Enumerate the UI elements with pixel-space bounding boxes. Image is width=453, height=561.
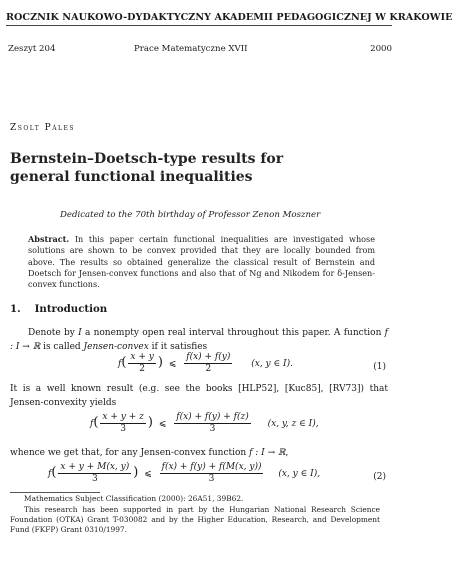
eq-numerator: x + y + z bbox=[102, 412, 144, 422]
equation-1: f( $\frac{x + y}{2}$ ) ⩽ $\frac{f(x) + f(y)}{2}$ (x, y ∈ I). bbox=[118, 352, 293, 374]
eq-numerator: f(x) + f(y) + f(z) bbox=[176, 412, 249, 422]
paper-title: Bernstein–Doetsch-type results for general functional inequalities bbox=[10, 151, 284, 185]
eq-denominator: 3 bbox=[209, 424, 216, 434]
eq-fraction bbox=[174, 412, 251, 435]
abstract bbox=[28, 234, 375, 290]
paragraph-definition bbox=[10, 326, 388, 354]
author-name: Zsolt Páles bbox=[10, 123, 76, 133]
text-run: is called bbox=[40, 342, 84, 352]
eq-fraction bbox=[128, 352, 155, 375]
paragraph-consequence bbox=[10, 446, 388, 460]
math-inline: f : I → ℝ bbox=[10, 328, 388, 352]
eq-numerator: x + y bbox=[130, 352, 154, 362]
text-run: , bbox=[285, 448, 289, 458]
eq-fn: f bbox=[90, 419, 94, 429]
equation-2-label: (2) bbox=[373, 472, 386, 482]
defined-term: Jensen-convex bbox=[83, 342, 149, 352]
text-run: a nonempty open real interval throughout this paper. A function bbox=[81, 328, 385, 338]
footnote-msc: Mathematics Subject Classification (2000): 26A51, 39B62. bbox=[24, 494, 244, 503]
eq-fn: f bbox=[48, 469, 52, 479]
issue-number: Zeszyt 204 bbox=[8, 44, 56, 54]
eq-fraction bbox=[160, 462, 264, 485]
abstract-label: Abstract. bbox=[28, 234, 70, 244]
eq-denominator: 2 bbox=[205, 364, 212, 374]
equation-three-variable: f( $\frac{x + y + z}{3}$ ) ⩽ $\frac{f(x) + f(y) + f(z)}{3}$ (x, y, z ∈ I), bbox=[90, 412, 319, 434]
text-run: whence we get that, for any Jensen-convex function bbox=[10, 448, 250, 458]
series-name: Prace Matematyczne XVII bbox=[134, 44, 248, 54]
equation-2: f( $\frac{x + y + M(x, y)}{3}$ ) ⩽ $\frac{f(x) + f(y) + f(M(x, y))}{3}$ (x, y ∈ I), bbox=[48, 462, 321, 484]
eq-condition: (x, y ∈ I), bbox=[278, 469, 321, 479]
abstract-text: In this paper certain functional inequalities are investigated whose solutions are shown to be convex provided that they are locally bounded from above. The results so obtained generalize the classical result of Bernstein and Doetsch for Jensen-convex functions and also that of Ng and Nikodem for δ-Jensen-convex functions. bbox=[28, 234, 375, 290]
text-run: if it satisfies bbox=[148, 342, 208, 352]
equation-1-label: (1) bbox=[373, 362, 386, 372]
eq-fraction bbox=[184, 352, 232, 375]
eq-numerator: x + y + M(x, y) bbox=[60, 462, 130, 472]
math-symbol: I bbox=[78, 328, 82, 338]
eq-fn: f bbox=[118, 359, 122, 369]
eq-denominator: 3 bbox=[208, 474, 215, 484]
eq-condition: (x, y ∈ I). bbox=[251, 359, 293, 369]
eq-fraction bbox=[58, 462, 131, 485]
eq-denominator: 3 bbox=[120, 424, 126, 434]
footnote-rule bbox=[10, 492, 100, 493]
text-run: Denote by bbox=[28, 328, 79, 338]
math-inline: f : I → ℝ bbox=[249, 448, 286, 458]
eq-numerator: f(x) + f(y) bbox=[186, 352, 231, 362]
journal-header: ROCZNIK NAUKOWO-DYDAKTYCZNY AKADEMII PEDAGOGICZNEJ W KRAKOWIE bbox=[6, 12, 453, 23]
eq-numerator: f(x) + f(y) + f(M(x, y)) bbox=[161, 462, 262, 472]
footnote-grant: This research has been supported in part by the Hungarian National Research Science Foundation (OTKA) Grant T-030082 and by the Higher Education, Research, and Development Fund (FKFP) Grant 0310/1997. bbox=[10, 505, 380, 534]
publication-year: 2000 bbox=[370, 44, 392, 54]
eq-fraction bbox=[100, 412, 145, 435]
section-title: Introduction bbox=[34, 303, 108, 315]
eq-condition: (x, y, z ∈ I), bbox=[267, 419, 319, 429]
eq-denominator: 2 bbox=[139, 364, 145, 374]
section-heading bbox=[10, 303, 107, 315]
paragraph-result: It is a well known result (e.g. see the books [HLP52], [Kuc85], [RV73]) that Jensen-convexity yields bbox=[10, 384, 388, 408]
section-number: 1. bbox=[10, 303, 21, 315]
header-rule bbox=[6, 25, 392, 26]
eq-denominator: 3 bbox=[91, 474, 98, 484]
dedication: Dedicated to the 70th birthday of Professor Zenon Moszner bbox=[60, 210, 321, 220]
